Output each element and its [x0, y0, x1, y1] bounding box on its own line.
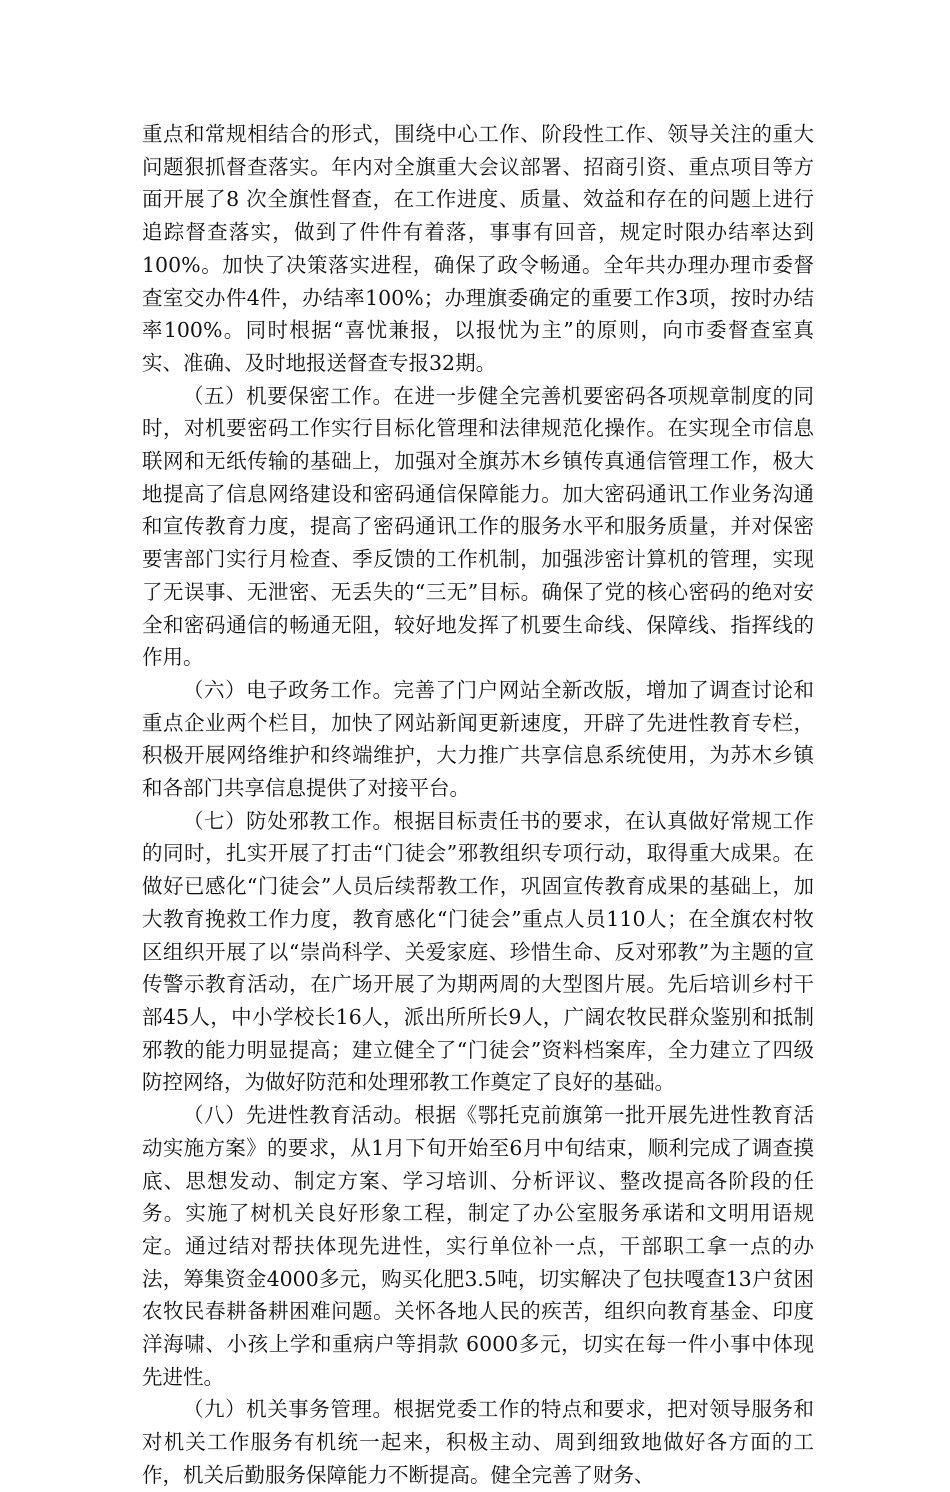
paragraph-confidential-work: （五）机要保密工作。在进一步健全完善机要密码各项规章制度的同时，对机要密码工作实行目标化管理和法律规范化操作。在实现全市信息联网和无纸传输的基础上，加强对全旗苏木乡镇传真通信管理工作，极大地提高了信息网络建设和密码通信保障能力。加大密码通讯工作业务沟通和宣传教育力度，提高了密码通讯工作的服务水平和服务质量，并对保密要害部门实行月检查、季反馈的工作机制，加强涉密计算机的管理，实现了无误事、无泄密、无丢失的“三无”目标。确保了党的核心密码的绝对安全和密码通信的畅通无阻，较好地发挥了机要生命线、保障线、指挥线的作用。 — [142, 383, 814, 670]
paragraph-advanced-education: （八）先进性教育活动。根据《鄂托克前旗第一批开展先进性教育活动实施方案》的要求，从1月下旬开始至6月中旬结束，顺利完成了调查摸底、思想发动、制定方案、学习培训、分析评议、整改提高各阶段的任务。实施了树机关良好形象工程，制定了办公室服务承诺和文明用语规定。通过结对帮扶体现先进性，实行单位补一点，干部职工拿一点的办法，筹集资金4000多元，购买化肥3.5吨，切实解决了包扶嘎查13户贫困农牧民春耕备耕困难问题。关怀各地人民的疾苦，组织向教育基金、印度洋海啸、小孩上学和重病户等捐款 6000多元，切实在每一件小事中体现先进性。 — [142, 1103, 814, 1389]
document-body — [142, 118, 814, 1492]
paragraph-e-government: （六）电子政务工作。完善了门户网站全新改版，增加了调查讨论和重点企业两个栏目，加快了网站新闻更新速度，开辟了先进性教育专栏，积极开展网络维护和终端维护，大力推广共享信息系统使用，为苏木乡镇和各部门共享信息提供了对接平台。 — [142, 677, 814, 801]
paragraph-affairs-management: （九）机关事务管理。根据党委工作的特点和要求，把对领导服务和对机关工作服务有机统一起来，积极主动、周到细致地做好各方面的工作，机关后勤服务保障能力不断提高。健全完善了财务、 — [142, 1397, 814, 1487]
paragraph-supervision-cont: 重点和常规相结合的形式，围绕中心工作、阶段性工作、领导关注的重大问题狠抓督查落实。年内对全旗重大会议部署、招商引资、重点项目等方面开展了8 次全旗性督查，在工作进度、质量、效益和存在的问题上进行追踪督查落实，做到了件件有着落，事事有回音，规定时限办结率达到100%。加快了决策落实进程，确保了政令畅通。全年共办理办理市委督查室交办件4件，办结率100%；办理旗委确定的重要工作3项，按时办结率100%。同时根据“喜忧兼报，以报忧为主”的原则，向市委督查室真实、准确、及时地报送督查专报32期。 — [142, 122, 814, 375]
paragraph-anti-cult: （七）防处邪教工作。根据目标责任书的要求，在认真做好常规工作的同时，扎实开展了打击“门徒会”邪教组织专项行动，取得重大成果。在做好已感化“门徒会”人员后续帮教工作，巩固宣传教育成果的基础上，加大教育挽救工作力度，教育感化“门徒会”重点人员110人；在全旗农村牧区组织开展了以“崇尚科学、关爱家庭、珍惜生命、反对邪教”为主题的宣传警示教育活动，在广场开展了为期两周的大型图片展。先后培训乡村干部45人，中小学校长16人，派出所所长9人，广阔农牧民群众鉴别和抵制邪教的能力明显提高；建立健全了“门徒会”资料档案库，全力建立了四级防控网络，为做好防范和处理邪教工作奠定了良好的基础。 — [142, 808, 814, 1095]
